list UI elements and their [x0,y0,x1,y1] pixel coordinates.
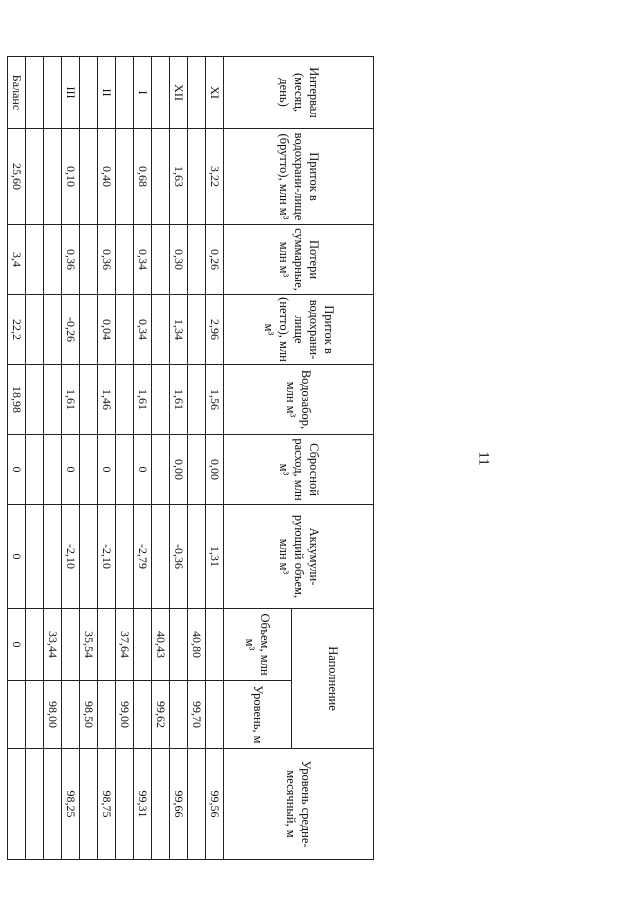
cell-discharge: 0,00 [206,435,224,505]
cell-withdrawal: 1,61 [170,365,188,435]
cell-losses: 0,36 [62,225,80,295]
cell-losses [44,225,62,295]
header-level-avg: Уровень средне-месячный, м [224,749,374,860]
header-inflow-gross: Приток в водохрани-лище (брутто), млн м³ [224,129,374,225]
cell-interval: Баланс [8,57,26,129]
cell-level-avg: 98,75 [98,749,116,860]
cell-losses [80,225,98,295]
cell-volume [62,609,80,681]
cell-level-avg [44,749,62,860]
cell-level-avg [80,749,98,860]
cell-level [62,681,80,749]
cell-level-avg: 99,56 [206,749,224,860]
table-row [116,57,134,860]
cell-accumulating [26,505,44,609]
cell-discharge [44,435,62,505]
cell-inflow-net [116,295,134,365]
cell-interval [26,57,44,129]
cell-interval [152,57,170,129]
cell-withdrawal [80,365,98,435]
cell-inflow-net [26,295,44,365]
cell-accumulating: -2,10 [62,505,80,609]
header-interval: Интервал (месяц, день) [224,57,374,129]
cell-level [134,681,152,749]
cell-level-avg [26,749,44,860]
cell-inflow-gross [152,129,170,225]
cell-inflow-gross [188,129,206,225]
cell-losses: 0,34 [134,225,152,295]
header-withdrawal: Водозабор, млн м³ [224,365,374,435]
cell-withdrawal [44,365,62,435]
cell-discharge [80,435,98,505]
cell-accumulating: 0 [8,505,26,609]
cell-inflow-net: -0,26 [62,295,80,365]
cell-volume: 40,43 [152,609,170,681]
cell-losses [26,225,44,295]
cell-inflow-gross [116,129,134,225]
cell-losses [116,225,134,295]
table-row [8,57,26,860]
cell-inflow-net: 0,04 [98,295,116,365]
cell-interval [44,57,62,129]
table-row [80,57,98,860]
cell-volume [206,609,224,681]
cell-inflow-gross: 0,40 [98,129,116,225]
cell-accumulating [80,505,98,609]
cell-losses: 0,36 [98,225,116,295]
cell-accumulating: -2,10 [98,505,116,609]
cell-level: 99,62 [152,681,170,749]
table-row [62,57,80,860]
cell-discharge: 0 [134,435,152,505]
page-number: 11 [475,451,492,466]
table-row [44,57,62,860]
header-accumulating: Аккумули-рующий объем, млн м³ [224,505,374,609]
cell-inflow-net: 1,34 [170,295,188,365]
cell-inflow-net [152,295,170,365]
cell-losses: 0,30 [170,225,188,295]
table-row [152,57,170,860]
cell-accumulating [116,505,134,609]
cell-volume: 33,44 [44,609,62,681]
cell-level [206,681,224,749]
cell-withdrawal: 1,61 [62,365,80,435]
cell-discharge [188,435,206,505]
cell-level-avg [152,749,170,860]
cell-inflow-net [188,295,206,365]
cell-volume [134,609,152,681]
cell-volume: 0 [8,609,26,681]
cell-discharge: 0 [62,435,80,505]
cell-accumulating [188,505,206,609]
cell-interval: III [62,57,80,129]
cell-level [170,681,188,749]
cell-level: 99,00 [116,681,134,749]
header-discharge: Сбросной расход, млн м³ [224,435,374,505]
cell-level-avg [116,749,134,860]
cell-level-avg [8,749,26,860]
cell-level: 98,50 [80,681,98,749]
cell-discharge: 0,00 [170,435,188,505]
cell-inflow-net: 0,34 [134,295,152,365]
header-volume: Объем, млн м³ [224,609,292,681]
cell-inflow-gross: 0,68 [134,129,152,225]
cell-interval: XI [206,57,224,129]
table-row [188,57,206,860]
cell-accumulating: 1,31 [206,505,224,609]
cell-inflow-gross [44,129,62,225]
cell-inflow-net [44,295,62,365]
header-inflow-net: Приток в водохрани-лище (нетто), млн м³ [224,295,374,365]
cell-volume [98,609,116,681]
table-row [170,57,188,860]
cell-level [8,681,26,749]
cell-volume: 37,64 [116,609,134,681]
cell-inflow-gross: 3,22 [206,129,224,225]
cell-interval: II [98,57,116,129]
cell-inflow-net: 22,2 [8,295,26,365]
cell-withdrawal: 18,98 [8,365,26,435]
cell-volume [170,609,188,681]
table-row [206,57,224,860]
cell-inflow-net [80,295,98,365]
cell-interval [80,57,98,129]
cell-interval: I [134,57,152,129]
cell-level-avg: 98,25 [62,749,80,860]
cell-losses: 3,4 [8,225,26,295]
cell-withdrawal: 1,46 [98,365,116,435]
cell-level [26,681,44,749]
cell-inflow-net: 2,96 [206,295,224,365]
cell-interval [116,57,134,129]
header-losses: Потери суммарные, млн м³ [224,225,374,295]
table-row [98,57,116,860]
table-row [26,57,44,860]
cell-accumulating: -2,79 [134,505,152,609]
cell-level-avg [188,749,206,860]
cell-level-avg: 99,66 [170,749,188,860]
cell-level [98,681,116,749]
table-body [8,57,224,860]
cell-volume: 40,80 [188,609,206,681]
cell-discharge: 0 [8,435,26,505]
cell-withdrawal [188,365,206,435]
cell-withdrawal [116,365,134,435]
cell-withdrawal [26,365,44,435]
reservoir-balance-table [7,56,374,860]
cell-volume [26,609,44,681]
cell-level: 99,70 [188,681,206,749]
header-row [292,57,374,860]
cell-accumulating [152,505,170,609]
cell-discharge [26,435,44,505]
cell-withdrawal: 1,61 [134,365,152,435]
cell-level: 98,00 [44,681,62,749]
cell-losses [152,225,170,295]
cell-accumulating [44,505,62,609]
cell-losses: 0,26 [206,225,224,295]
table-row [134,57,152,860]
cell-volume: 35,54 [80,609,98,681]
cell-withdrawal [152,365,170,435]
cell-interval [188,57,206,129]
header-level: Уровень, м [224,681,292,749]
rotated-table-frame [9,56,374,859]
cell-inflow-gross: 1,63 [170,129,188,225]
cell-inflow-gross: 25,60 [8,129,26,225]
cell-inflow-gross [80,129,98,225]
cell-inflow-gross [26,129,44,225]
cell-interval: XII [170,57,188,129]
cell-withdrawal: 1,56 [206,365,224,435]
cell-inflow-gross: 0,10 [62,129,80,225]
header-filling: Наполнение [292,609,374,749]
cell-level-avg: 99,31 [134,749,152,860]
cell-discharge [152,435,170,505]
cell-accumulating: -0,36 [170,505,188,609]
cell-discharge: 0 [98,435,116,505]
cell-discharge [116,435,134,505]
cell-losses [188,225,206,295]
